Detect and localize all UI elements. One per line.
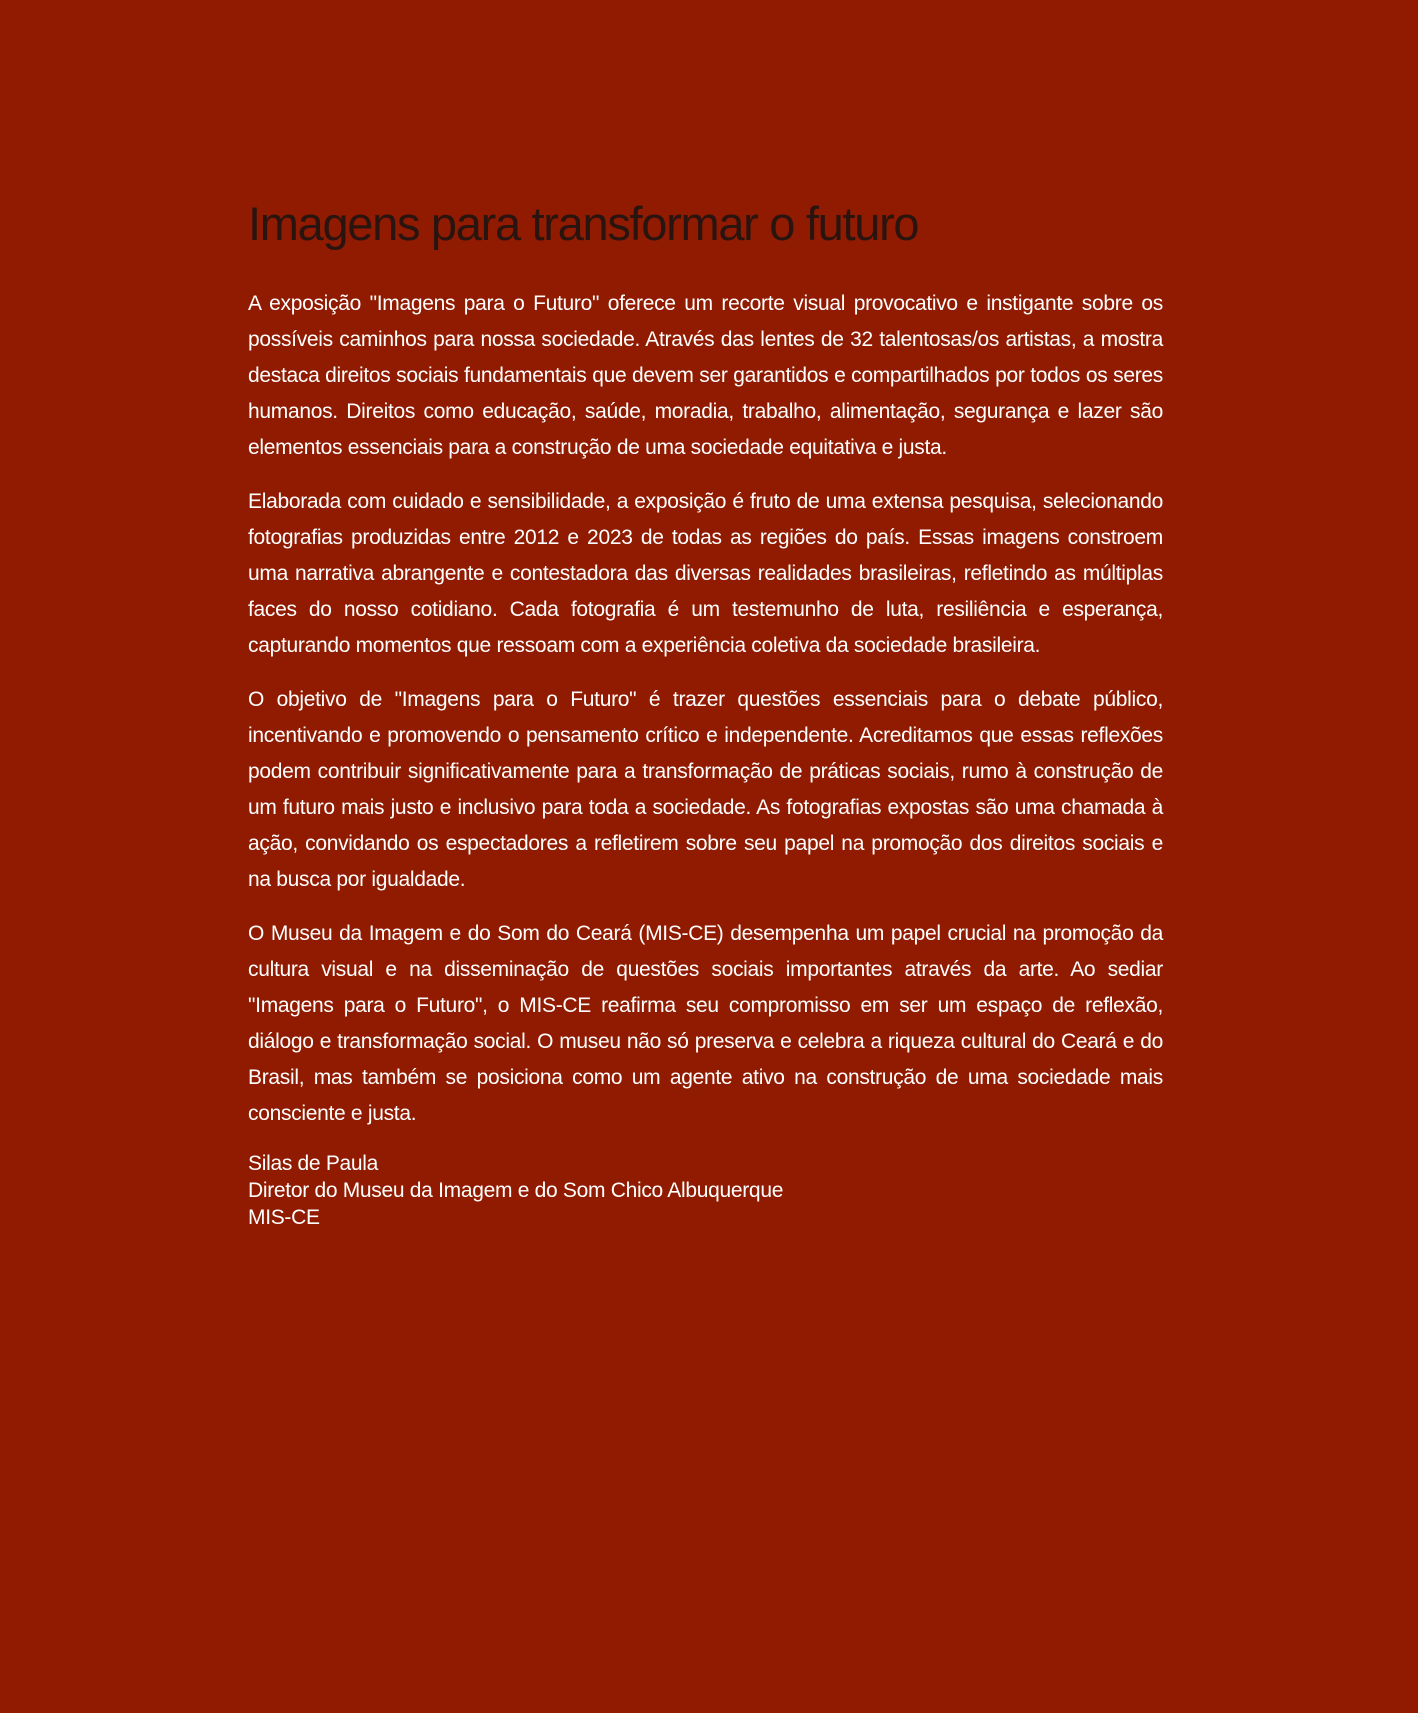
paragraph-museum: O Museu da Imagem e do Som do Ceará (MIS-CE) desempenha um papel crucial na promoção da cultura visual e na disseminação de questões sociais importantes através da arte. Ao sediar "Imagens para o Futuro", o MIS-CE reafirma seu compromisso em ser um espaço de reflexão, diálogo e transformação social. O museu não só preserva e celebra a riqueza cultural do Ceará e do Brasil, mas também se posiciona como um agente ativo na construção de uma sociedade mais consciente e justa. — [248, 922, 1163, 1125]
article-content — [248, 196, 1163, 1231]
page-title: Imagens para transformar o futuro — [248, 197, 919, 250]
signature-organization: MIS-CE — [248, 1206, 320, 1229]
paragraph-research: Elaborada com cuidado e sensibilidade, a exposição é fruto de uma extensa pesquisa, selecionando fotografias produzidas entre 2012 e 2023 de todas as regiões do país. Essas imagens constroem uma narrativa abrangente e contestadora das diversas realidades brasileiras, refletindo as múltiplas faces do nosso cotidiano. Cada fotografia é um testemunho de luta, resiliência e esperança, capturando momentos que ressoam com a experiência coletiva da sociedade brasileira. — [248, 490, 1163, 657]
paragraph-objective: O objetivo de "Imagens para o Futuro" é trazer questões essenciais para o debate público, incentivando e promovendo o pensamento crítico e independente. Acreditamos que essas reflexões podem contribuir significativamente para a transformação de práticas sociais, rumo à construção de um futuro mais justo e inclusivo para toda a sociedade. As fotografias expostas são uma chamada à ação, convidando os espectadores a refletirem sobre seu papel na promoção dos direitos sociais e na busca por igualdade. — [248, 688, 1163, 891]
article-body — [248, 286, 1163, 1132]
signature-block — [248, 1150, 1163, 1231]
signature-name: Silas de Paula — [248, 1152, 379, 1175]
signature-role: Diretor do Museu da Imagem e do Som Chico Albuquerque — [248, 1179, 784, 1202]
paragraph-intro: A exposição "Imagens para o Futuro" oferece um recorte visual provocativo e instigante sobre os possíveis caminhos para nossa sociedade. Através das lentes de 32 talentosas/os artistas, a mostra destaca direitos sociais fundamentais que devem ser garantidos e compartilhados por todos os seres humanos. Direitos como educação, saúde, moradia, trabalho, alimentação, segurança e lazer são elementos essenciais para a construção de uma sociedade equitativa e justa. — [248, 292, 1163, 459]
